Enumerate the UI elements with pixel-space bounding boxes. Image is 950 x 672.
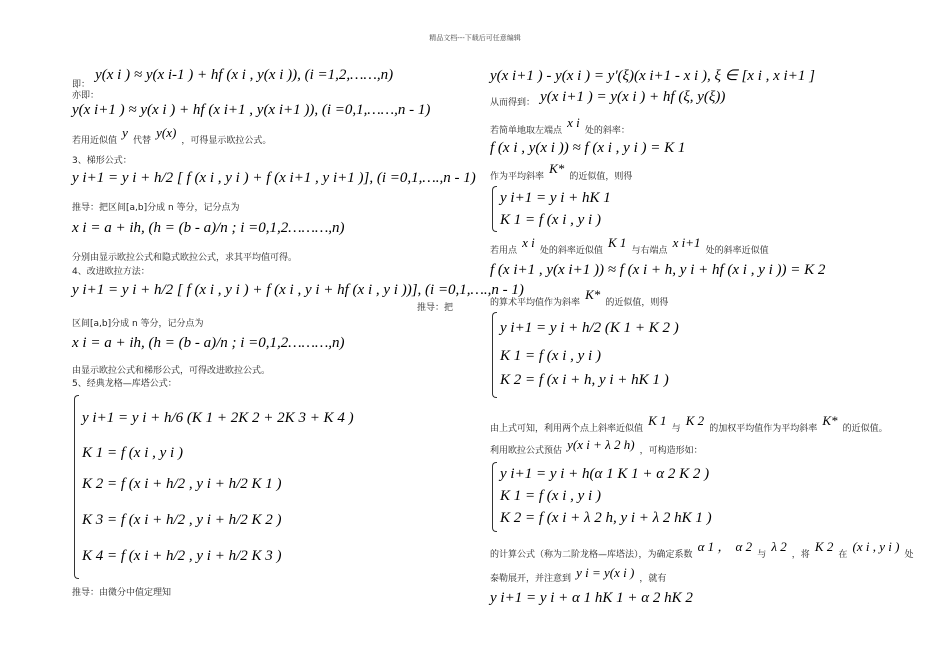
- formula-implicit: y(x i ) ≈ y(x i-1 ) + hf (x i , y(x i )), (i =1,2,……,n): [95, 67, 394, 83]
- rk2-point: (x i , y i ): [852, 539, 900, 554]
- weighted-avg-k1: K 1: [648, 413, 667, 428]
- formula-trapezoid: y i+1 = y i + h/2 [ f (x i , y i ) + f (x i+1 , y i+1 )], (i =0,1,….,n - 1): [72, 170, 476, 186]
- slope-avg-text-d: 处的斜率近似值: [705, 246, 769, 256]
- taylor-text-a: 泰勒展开，并注意到: [490, 574, 572, 584]
- formula-mvt: y(x i+1 ) - y(x i ) = y'(ξ)(x i+1 - x i ), ξ ∈ [x i , x i+1 ]: [490, 68, 815, 84]
- formula-k1: f (x i , y(x i )) ≈ f (x i , y i ) = K 1: [490, 140, 686, 156]
- rk4-line-2: K 1 = f (x i , y i ): [82, 445, 183, 461]
- approx-text-a: 若用近似值: [72, 136, 118, 146]
- weighted-avg-k2: K 2: [685, 413, 705, 428]
- derivation-3: 区间[a,b]分成 n 等分，记分点为: [72, 319, 204, 329]
- sys2-line-1: y i+1 = y i + h/2 (K 1 + K 2 ): [500, 320, 679, 336]
- taylor-math: y i = y(x i ): [576, 565, 635, 580]
- rk2-text-c: ，将: [791, 550, 810, 560]
- rk2-text-b: 与: [757, 550, 767, 560]
- rk2-note-line: [490, 539, 914, 561]
- approx-text-b: 代替: [132, 136, 151, 146]
- explicit-euler-line: [72, 64, 394, 90]
- rk4-line-1: y i+1 = y i + h/6 (K 1 + 2K 2 + 2K 3 + K 4 ): [82, 410, 354, 426]
- arith-mean-text-b: 的近似值，则得: [605, 298, 669, 308]
- approx-text-c: ，可得显示欧拉公式。: [181, 136, 272, 146]
- brace-sys2: [492, 312, 497, 398]
- rk2-text-d: 在: [838, 550, 848, 560]
- label-ji: 即：: [72, 80, 91, 90]
- arith-mean-text-a: 的算术平均值作为斜率: [490, 298, 581, 308]
- left-endpoint-line: [490, 115, 630, 137]
- brace-sys1: [492, 186, 497, 232]
- avg-slope-text-b: 的近似值，则得: [569, 172, 633, 182]
- slope-avg-x2: x i+1: [672, 235, 701, 250]
- rk2-text-e: 处: [904, 550, 914, 560]
- weighted-avg-text-d: 的近似值。: [842, 424, 888, 434]
- predict-line: [490, 438, 703, 457]
- left-endpoint-text-a: 若简单地取左端点: [490, 126, 563, 136]
- slope-avg-line: [490, 235, 769, 257]
- sys3-line-3: K 2 = f (x i + λ 2 h, y i + λ 2 hK 1 ): [500, 510, 712, 526]
- rk4-line-5: K 4 = f (x i + h/2 , y i + h/2 K 3 ): [82, 548, 282, 564]
- formula-implicit-2: y(x i+1 ) ≈ y(x i ) + hf (x i+1 , y(x i+1 )), (i =0,1,……,n - 1): [72, 102, 431, 118]
- derivation-tail: 推导：把: [417, 303, 454, 313]
- result-line: [490, 86, 725, 106]
- arith-mean-line: [490, 287, 669, 309]
- formula-result: y(x i+1 ) = y(x i ) + hf (ξ, y(ξ)): [540, 89, 726, 105]
- slope-avg-k1: K 1: [607, 235, 627, 250]
- sys1-line-2: K 1 = f (x i , y i ): [500, 212, 601, 228]
- predict-math: y(x i + λ 2 h): [567, 437, 635, 452]
- formula-nodes-2: x i = a + ih, (h = (b - a)/n ; i =0,1,2………,n): [72, 335, 345, 351]
- derivation-mvt: 推导：由微分中值定理知: [72, 588, 172, 598]
- page-header: 精品文档---下载后可任意编辑: [429, 34, 521, 42]
- slope-avg-text-c: 与右端点: [631, 246, 668, 256]
- weighted-avg-k: K*: [822, 413, 838, 428]
- rk4-line-3: K 2 = f (x i + h/2 , y i + h/2 K 1 ): [82, 476, 282, 492]
- rk2-alpha1: α 1 ，: [697, 539, 731, 554]
- result-text: 从而得到：: [490, 98, 536, 108]
- section-improved-euler: 4、改进欧拉方法：: [72, 267, 150, 277]
- avg-slope-k: K*: [549, 161, 565, 176]
- weighted-avg-text-a: 由上式可知，利用两个点上斜率近似值: [490, 424, 644, 434]
- slope-avg-text-a: 若用点: [490, 246, 518, 256]
- taylor-line: [490, 566, 666, 585]
- rk2-alpha2: α 2: [735, 539, 753, 554]
- weighted-avg-text-b: 与: [671, 424, 681, 434]
- formula-final: y i+1 = y i + α 1 hK 1 + α 2 hK 2: [490, 590, 693, 606]
- sys2-line-2: K 1 = f (x i , y i ): [500, 348, 601, 364]
- slope-avg-text-b: 处的斜率近似值: [539, 246, 603, 256]
- left-endpoint-x: x i: [567, 115, 580, 130]
- derivation-4: 由显示欧拉公式和梯形公式，可得改进欧拉公式。: [72, 366, 271, 376]
- avg-slope-text-a: 作为平均斜率: [490, 172, 545, 182]
- rk2-lambda2: λ 2: [771, 539, 787, 554]
- slope-avg-x: x i: [522, 235, 535, 250]
- predict-text-b: ，可构造形如：: [639, 446, 703, 456]
- sys3-line-2: K 1 = f (x i , y i ): [500, 488, 601, 504]
- sys2-line-3: K 2 = f (x i + h, y i + hK 1 ): [500, 372, 669, 388]
- approx-yx: y(x): [156, 125, 177, 140]
- left-endpoint-text-b: 处的斜率：: [584, 126, 630, 136]
- approx-note: [72, 125, 272, 147]
- derivation-2: 分别由显示欧拉公式和隐式欧拉公式，求其平均值可得。: [72, 253, 298, 263]
- formula-k2: f (x i+1 , y(x i+1 )) ≈ f (x i + h, y i + hf (x i , y i )) = K 2: [490, 262, 826, 278]
- sys1-line-1: y i+1 = y i + hK 1: [500, 190, 611, 206]
- approx-y: y: [122, 125, 128, 140]
- rk2-text-a: 的计算公式（称为二阶龙格—库塔法），为确定系数: [490, 550, 693, 560]
- rk4-line-4: K 3 = f (x i + h/2 , y i + h/2 K 2 ): [82, 512, 282, 528]
- formula-nodes-1: x i = a + ih, (h = (b - a)/n ; i =0,1,2………,n): [72, 220, 345, 236]
- section-trapezoid: 3、梯形公式：: [72, 156, 132, 166]
- rk2-k2: K 2: [814, 539, 834, 554]
- arith-mean-k: K*: [585, 287, 601, 302]
- formula-improved-euler: y i+1 = y i + h/2 [ f (x i , y i ) + f (x i , y i + hf (x i , y i ))], (i =0,1,….,n - 1): [72, 282, 524, 298]
- predict-text-a: 利用欧拉公式预估: [490, 446, 563, 456]
- brace-sys3: [492, 462, 497, 532]
- taylor-text-b: ，就有: [639, 574, 667, 584]
- brace-rk4: [74, 395, 79, 579]
- section-rk4: 5、经典龙格—库塔公式：: [72, 379, 177, 389]
- derivation-1: 推导：把区间[a,b]分成 n 等分，记分点为: [72, 203, 240, 213]
- sys3-line-1: y i+1 = y i + h(α 1 K 1 + α 2 K 2 ): [500, 466, 710, 482]
- weighted-avg-text-c: 的加权平均值作为平均斜率: [709, 424, 818, 434]
- avg-slope-line-1: [490, 161, 633, 183]
- weighted-avg-line: [490, 413, 888, 435]
- label-yiji: 亦即：: [72, 91, 100, 101]
